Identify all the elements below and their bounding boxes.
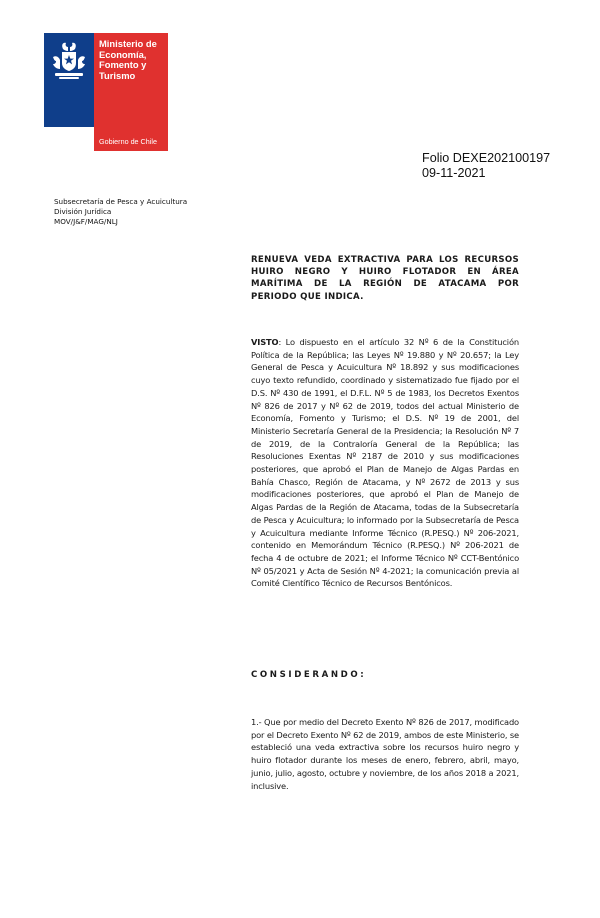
visto-label: VISTO bbox=[251, 337, 279, 347]
considerando-paragraph-1: 1.- Que por medio del Decreto Exento Nº 826 de 2017, modificado por el Decreto Exento Nº 62 de 2019, ambos de este Ministerio, se estableció una veda extractiva sobre los recursos huiro negro y huiro flotador durante los meses de enero, febrero, abril, mayo, junio, julio, agosto, octubre y noviembre, de los años 2018 a 2021, inclusive. bbox=[251, 717, 519, 791]
ministry-name-line: Economía, bbox=[99, 48, 147, 60]
folio-block bbox=[422, 151, 550, 181]
visto-paragraph bbox=[251, 336, 519, 590]
government-logo bbox=[44, 33, 168, 151]
unit-line: División Jurídica bbox=[54, 207, 112, 216]
issuing-unit bbox=[54, 197, 187, 227]
ministry-name-line: Turismo bbox=[99, 69, 136, 81]
ministry-name bbox=[99, 39, 167, 81]
government-label: Gobierno de Chile bbox=[99, 137, 157, 146]
folio-number: Folio DEXE202100197 bbox=[422, 151, 551, 165]
ministry-name-line: Ministerio de bbox=[99, 38, 157, 49]
unit-line: Subsecretaría de Pesca y Acuicultura bbox=[54, 197, 188, 206]
coat-of-arms-icon bbox=[47, 39, 91, 83]
folio-date: 09-11-2021 bbox=[422, 166, 486, 180]
resolution-title: RENUEVA VEDA EXTRACTIVA PARA LOS RECURSOS HUIRO NEGRO Y HUIRO FLOTADOR EN ÁREA MARÍTIMA DE LA REGIÓN DE ATACAMA POR PERIODO QUE INDICA. bbox=[251, 255, 519, 302]
unit-line: MOV/J&F/MAG/NLJ bbox=[54, 217, 118, 226]
considerando-heading: CONSIDERANDO: bbox=[251, 670, 367, 680]
visto-text: : Lo dispuesto en el artículo 32 Nº 6 de la Constitución Política de la República; las Leyes Nº 19.880 y Nº 20.657; la Ley General de Pesca y Acuicultura Nº 18.892 y sus modificaciones cuyo texto refundido, coordinado y sistematizado fue fijado por el D.S. Nº 430 de 1991, el D.F.L. Nº 5 de 1983, los Decretos Exentos Nº 826 de 2017 y Nº 62 de 2019, todos del actual Ministerio de Economía, Fomento y Turismo; el D.S. Nº 19 de 2001, del Ministerio Secretaría General de la Presidencia; la Resolución Nº 7 de 2019, de la Contraloría General de la República; las Resoluciones Exentas Nº 2187 de 2010 y sus modificaciones posteriores, que aprobó el Plan de Manejo de Algas Pardas en Bahía Chasco, Región de Atacama, y Nº 2672 de 2013 y sus modificaciones posteriores, que aprobó el Plan de Manejo de Algas Pardas de la Región de Atacama, todas de la Subsecretaría de Pesca y Acuicultura; lo informado por la Subsecretaría de Pesca y Acuicultura mediante Informe Técnico (R.PESQ.) Nº 206-2021, contenido en Memorándum Técnico (R.PESQ.) Nº 206-2021 de fecha 4 de octubre de 2021; el Informe Técnico Nº CCT-Bentónico Nº 05/2021 y Acta de Sesión Nº 4-2021; la comunicación previa al Comité Científico Técnico de Recursos Bentónicos. bbox=[251, 337, 519, 589]
logo-white-bar bbox=[44, 127, 94, 151]
ministry-name-line: Fomento y bbox=[99, 59, 147, 71]
